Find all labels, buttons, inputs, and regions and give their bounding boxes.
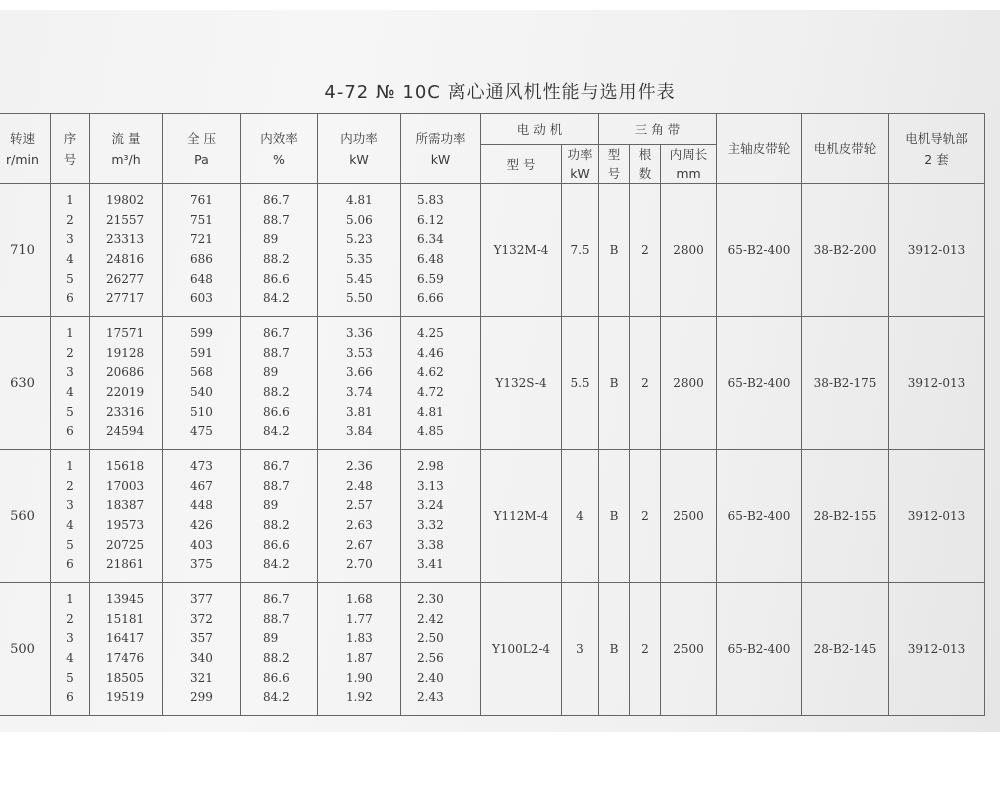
row-required-power: 4.81 xyxy=(417,404,444,419)
header-required-power-unit: kW xyxy=(430,151,451,167)
row-efficiency: 88.7 xyxy=(263,478,290,493)
row-pressure: 751 xyxy=(190,212,213,227)
row-efficiency: 88.2 xyxy=(263,252,290,266)
row-power: 2.63 xyxy=(346,518,373,532)
row-power: 3.36 xyxy=(346,326,373,341)
row-seq: 1 xyxy=(66,459,74,474)
header-belt-count-label-2: 数 xyxy=(638,166,652,181)
speed-group-row xyxy=(0,184,985,317)
row-required-power: 2.98 xyxy=(417,459,444,474)
row-seq: 6 xyxy=(66,690,74,705)
header-efficiency xyxy=(241,114,318,184)
row-efficiency: 89 xyxy=(263,631,279,646)
header-belt-count-label: 根 xyxy=(638,147,652,162)
row-power: 3.66 xyxy=(346,365,373,380)
row-required-power: 6.34 xyxy=(417,232,444,247)
row-power: 1.68 xyxy=(346,592,373,607)
row-seq: 4 xyxy=(66,518,74,532)
row-pressure: 299 xyxy=(190,690,213,705)
row-pressure: 448 xyxy=(190,498,213,513)
row-required-power: 4.62 xyxy=(417,365,444,380)
row-pressure: 603 xyxy=(190,291,213,306)
row-power: 2.36 xyxy=(346,459,373,474)
row-required-power: 3.32 xyxy=(417,518,444,532)
motor-power-cell: 4 xyxy=(562,450,599,583)
header-flow-label: 流 量 xyxy=(111,130,141,146)
header-seq xyxy=(51,114,90,184)
motor-rail-cell: 3912-013 xyxy=(889,583,985,716)
row-pressure: 340 xyxy=(190,651,213,665)
header-motor: 电 动 机 xyxy=(481,114,599,145)
row-power: 4.81 xyxy=(346,193,373,208)
row-efficiency-cell xyxy=(241,450,318,583)
row-flow: 19519 xyxy=(106,690,145,705)
row-required-power-cell xyxy=(401,583,481,716)
speed-group-row xyxy=(0,583,985,716)
row-pressure-cell xyxy=(163,317,241,450)
speed-group-row xyxy=(0,317,985,450)
row-seq: 2 xyxy=(66,345,74,360)
header-motor-pulley: 电机皮带轮 xyxy=(802,114,889,184)
row-power: 5.45 xyxy=(346,271,373,286)
motor-power-cell: 7.5 xyxy=(562,184,599,317)
row-pressure: 648 xyxy=(190,271,213,286)
row-power-cell xyxy=(318,184,401,317)
speed-cell: 560 xyxy=(0,450,51,583)
row-power-cell xyxy=(318,317,401,450)
document-page xyxy=(0,10,1000,732)
row-seq: 1 xyxy=(66,326,74,341)
row-efficiency: 86.6 xyxy=(263,271,290,286)
row-efficiency: 86.7 xyxy=(263,193,290,208)
row-power: 2.57 xyxy=(346,498,373,513)
header-flow xyxy=(90,114,163,184)
belt-type-cell: B xyxy=(599,583,630,716)
motor-rail-cell: 3912-013 xyxy=(889,184,985,317)
row-pressure: 721 xyxy=(190,232,213,247)
row-efficiency: 88.7 xyxy=(263,611,290,626)
row-pressure: 473 xyxy=(190,459,213,474)
belt-count-cell: 2 xyxy=(630,317,661,450)
row-efficiency: 89 xyxy=(263,498,279,513)
row-seq: 5 xyxy=(66,537,74,552)
row-efficiency: 84.2 xyxy=(263,690,290,705)
row-flow-cell xyxy=(90,184,163,317)
row-power: 2.67 xyxy=(346,537,373,552)
row-seq: 4 xyxy=(66,651,74,665)
row-flow: 15181 xyxy=(106,611,145,626)
row-power: 2.70 xyxy=(346,557,373,572)
row-flow: 13945 xyxy=(106,592,145,607)
row-seq: 4 xyxy=(66,385,74,399)
row-flow: 24816 xyxy=(106,252,145,266)
header-required-power xyxy=(401,114,481,184)
row-efficiency-cell xyxy=(241,583,318,716)
row-efficiency: 86.7 xyxy=(263,459,290,474)
header-required-power-label: 所需功率 xyxy=(415,130,466,146)
row-flow: 21861 xyxy=(106,557,145,572)
row-power: 1.77 xyxy=(346,611,373,626)
row-required-power: 4.72 xyxy=(417,385,444,399)
row-power-cell xyxy=(318,583,401,716)
row-efficiency: 86.6 xyxy=(263,404,290,419)
header-efficiency-label: 内效率 xyxy=(260,130,298,146)
main-pulley-cell: 65-B2-400 xyxy=(717,583,802,716)
belt-type-cell: B xyxy=(599,450,630,583)
row-required-power: 4.85 xyxy=(417,424,444,439)
row-pressure: 321 xyxy=(190,670,213,685)
row-power: 1.87 xyxy=(346,651,373,665)
row-required-power: 2.43 xyxy=(417,690,444,705)
row-flow: 21557 xyxy=(106,212,145,227)
row-efficiency-cell xyxy=(241,184,318,317)
row-seq: 3 xyxy=(66,631,74,646)
row-flow: 16417 xyxy=(106,631,145,646)
row-flow: 24594 xyxy=(106,424,145,439)
row-pressure: 599 xyxy=(190,326,213,341)
row-flow: 19128 xyxy=(106,345,145,360)
row-power: 5.23 xyxy=(346,232,373,247)
header-seq-label: 序 xyxy=(63,130,77,146)
header-motor-model: 型 号 xyxy=(481,145,562,184)
row-efficiency: 86.6 xyxy=(263,537,290,552)
row-pressure: 475 xyxy=(190,424,213,439)
row-power: 5.50 xyxy=(346,291,373,306)
row-required-power: 6.12 xyxy=(417,212,444,227)
row-efficiency: 88.2 xyxy=(263,518,290,532)
row-efficiency: 88.2 xyxy=(263,651,290,665)
speed-cell: 500 xyxy=(0,583,51,716)
row-seq: 3 xyxy=(66,232,74,247)
row-required-power: 3.38 xyxy=(417,537,444,552)
header-pressure-unit: Pa xyxy=(194,151,209,167)
row-efficiency: 88.2 xyxy=(263,385,290,399)
row-flow: 18505 xyxy=(106,670,145,685)
page-title: 4-72 № 10C 离心通风机性能与选用件表 xyxy=(324,82,676,103)
row-flow: 19802 xyxy=(106,193,145,208)
row-flow: 20686 xyxy=(106,365,145,380)
row-efficiency: 84.2 xyxy=(263,424,290,439)
row-flow: 26277 xyxy=(106,271,145,286)
row-required-power: 2.40 xyxy=(417,670,444,685)
row-seq-cell xyxy=(51,184,90,317)
row-seq-cell xyxy=(51,317,90,450)
row-required-power: 2.56 xyxy=(417,651,444,665)
motor-pulley-cell: 38-B2-175 xyxy=(802,317,889,450)
header-motor-rail-label: 电机导轨部 xyxy=(905,130,968,146)
row-seq: 5 xyxy=(66,404,74,419)
row-power: 5.35 xyxy=(346,252,373,266)
speed-cell: 630 xyxy=(0,317,51,450)
belt-count-cell: 2 xyxy=(630,450,661,583)
row-required-power: 3.41 xyxy=(417,557,444,572)
row-flow: 27717 xyxy=(106,291,145,306)
row-flow: 19573 xyxy=(106,518,145,532)
header-speed xyxy=(0,114,51,184)
row-power: 2.48 xyxy=(346,478,373,493)
main-pulley-cell: 65-B2-400 xyxy=(717,184,802,317)
row-efficiency: 89 xyxy=(263,365,279,380)
row-flow: 18387 xyxy=(106,498,145,513)
header-pressure-label: 全 压 xyxy=(187,130,216,146)
row-flow-cell xyxy=(90,317,163,450)
row-pressure: 403 xyxy=(190,537,213,552)
row-efficiency: 84.2 xyxy=(263,557,290,572)
row-required-power: 6.59 xyxy=(417,271,444,286)
header-efficiency-unit: % xyxy=(273,151,285,167)
header-power-label: 内功率 xyxy=(340,130,378,146)
row-seq: 5 xyxy=(66,670,74,685)
row-pressure: 375 xyxy=(190,557,213,572)
row-pressure: 426 xyxy=(190,518,213,532)
row-pressure-cell xyxy=(163,583,241,716)
row-flow: 15618 xyxy=(106,459,145,474)
row-seq: 2 xyxy=(66,611,74,626)
row-power: 3.81 xyxy=(346,404,373,419)
row-flow: 17571 xyxy=(106,326,145,341)
row-seq: 3 xyxy=(66,365,74,380)
row-required-power-cell xyxy=(401,450,481,583)
row-power: 1.90 xyxy=(346,670,373,685)
row-pressure: 357 xyxy=(190,631,213,646)
belt-length-cell: 2500 xyxy=(661,583,717,716)
row-efficiency-cell xyxy=(241,317,318,450)
row-seq: 1 xyxy=(66,592,74,607)
row-pressure: 467 xyxy=(190,478,213,493)
row-required-power-cell xyxy=(401,317,481,450)
main-pulley-cell: 65-B2-400 xyxy=(717,317,802,450)
row-seq: 4 xyxy=(66,252,74,266)
row-required-power: 2.42 xyxy=(417,611,444,626)
header-seq-label-2: 号 xyxy=(63,151,77,167)
row-seq: 1 xyxy=(66,193,74,208)
row-pressure-cell xyxy=(163,184,241,317)
header-belt-length-label: 内周长 xyxy=(669,147,708,162)
row-power: 3.74 xyxy=(346,385,373,399)
header-power-unit: kW xyxy=(349,151,369,167)
header-belt-type-label-2: 号 xyxy=(607,166,621,181)
main-pulley-cell: 65-B2-400 xyxy=(717,450,802,583)
row-required-power-cell xyxy=(401,184,481,317)
row-seq: 2 xyxy=(66,478,74,493)
header-speed-unit: r/min xyxy=(6,151,39,167)
motor-model-cell: Y132M-4 xyxy=(481,184,562,317)
row-pressure: 372 xyxy=(190,611,213,626)
row-pressure: 377 xyxy=(190,592,213,607)
motor-pulley-cell: 28-B2-145 xyxy=(802,583,889,716)
row-flow-cell xyxy=(90,583,163,716)
header-belt-count xyxy=(630,145,661,184)
header-main-pulley: 主轴皮带轮 xyxy=(717,114,802,184)
motor-pulley-cell: 38-B2-200 xyxy=(802,184,889,317)
row-seq: 2 xyxy=(66,212,74,227)
header-motor-rail-label-2: 2 套 xyxy=(924,151,949,167)
row-required-power: 3.24 xyxy=(417,498,444,513)
motor-model-cell: Y100L2-4 xyxy=(481,583,562,716)
header-motor-power-label: 功率 xyxy=(567,147,593,162)
header-motor-rail xyxy=(889,114,985,184)
row-seq: 3 xyxy=(66,498,74,513)
row-pressure: 568 xyxy=(190,365,213,380)
row-pressure: 591 xyxy=(190,345,213,360)
motor-rail-cell: 3912-013 xyxy=(889,450,985,583)
belt-count-cell: 2 xyxy=(630,583,661,716)
row-flow: 20725 xyxy=(106,537,145,552)
row-power: 1.83 xyxy=(346,631,373,646)
row-required-power: 2.30 xyxy=(417,592,444,607)
header-motor-power xyxy=(562,145,599,184)
header-belt-type-label: 型 xyxy=(607,147,621,162)
row-power: 5.06 xyxy=(346,212,373,227)
belt-type-cell: B xyxy=(599,317,630,450)
motor-model-cell: Y132S-4 xyxy=(481,317,562,450)
row-efficiency: 88.7 xyxy=(263,345,290,360)
row-efficiency: 86.6 xyxy=(263,670,290,685)
row-efficiency: 88.7 xyxy=(263,212,290,227)
row-seq-cell xyxy=(51,583,90,716)
row-flow: 17476 xyxy=(106,651,145,665)
row-seq: 6 xyxy=(66,424,74,439)
row-power: 3.53 xyxy=(346,345,373,360)
speed-cell: 710 xyxy=(0,184,51,317)
row-power: 1.92 xyxy=(346,690,373,705)
header-power xyxy=(318,114,401,184)
row-pressure: 761 xyxy=(190,193,213,208)
row-pressure: 510 xyxy=(190,404,213,419)
header-pressure xyxy=(163,114,241,184)
motor-rail-cell: 3912-013 xyxy=(889,317,985,450)
belt-length-cell: 2800 xyxy=(661,184,717,317)
row-power-cell xyxy=(318,450,401,583)
row-required-power: 4.25 xyxy=(417,326,444,341)
row-seq: 6 xyxy=(66,291,74,306)
row-efficiency: 84.2 xyxy=(263,291,290,306)
row-pressure: 686 xyxy=(190,252,213,266)
motor-power-cell: 3 xyxy=(562,583,599,716)
row-flow: 23316 xyxy=(106,404,145,419)
row-efficiency: 86.7 xyxy=(263,326,290,341)
row-seq-cell xyxy=(51,450,90,583)
motor-power-cell: 5.5 xyxy=(562,317,599,450)
header-speed-label: 转速 xyxy=(9,130,35,146)
row-flow-cell xyxy=(90,450,163,583)
header-row-1 xyxy=(0,114,985,145)
row-efficiency: 89 xyxy=(263,232,279,247)
belt-length-cell: 2500 xyxy=(661,450,717,583)
row-efficiency: 86.7 xyxy=(263,592,290,607)
belt-length-cell: 2800 xyxy=(661,317,717,450)
motor-pulley-cell: 28-B2-155 xyxy=(802,450,889,583)
row-required-power: 4.46 xyxy=(417,345,444,360)
row-pressure: 540 xyxy=(190,385,213,399)
row-pressure-cell xyxy=(163,450,241,583)
header-belt: 三 角 带 xyxy=(599,114,717,145)
row-required-power: 6.66 xyxy=(417,291,444,306)
header-belt-length-unit: mm xyxy=(676,166,701,181)
header-belt-length xyxy=(661,145,717,184)
header-belt-type xyxy=(599,145,630,184)
speed-group-row xyxy=(0,450,985,583)
row-required-power: 6.48 xyxy=(417,252,444,266)
motor-model-cell: Y112M-4 xyxy=(481,450,562,583)
row-seq: 6 xyxy=(66,557,74,572)
row-required-power: 3.13 xyxy=(417,478,444,493)
header-motor-power-unit: kW xyxy=(570,166,590,181)
belt-count-cell: 2 xyxy=(630,184,661,317)
table-body xyxy=(0,184,985,716)
row-seq: 5 xyxy=(66,271,74,286)
fan-performance-table xyxy=(0,113,985,716)
row-required-power: 2.50 xyxy=(417,631,444,646)
row-flow: 17003 xyxy=(106,478,145,493)
row-power: 3.84 xyxy=(346,424,373,439)
row-flow: 22019 xyxy=(106,385,145,399)
row-flow: 23313 xyxy=(106,232,145,247)
belt-type-cell: B xyxy=(599,184,630,317)
row-required-power: 5.83 xyxy=(417,193,444,208)
header-flow-unit: m³/h xyxy=(111,151,141,167)
